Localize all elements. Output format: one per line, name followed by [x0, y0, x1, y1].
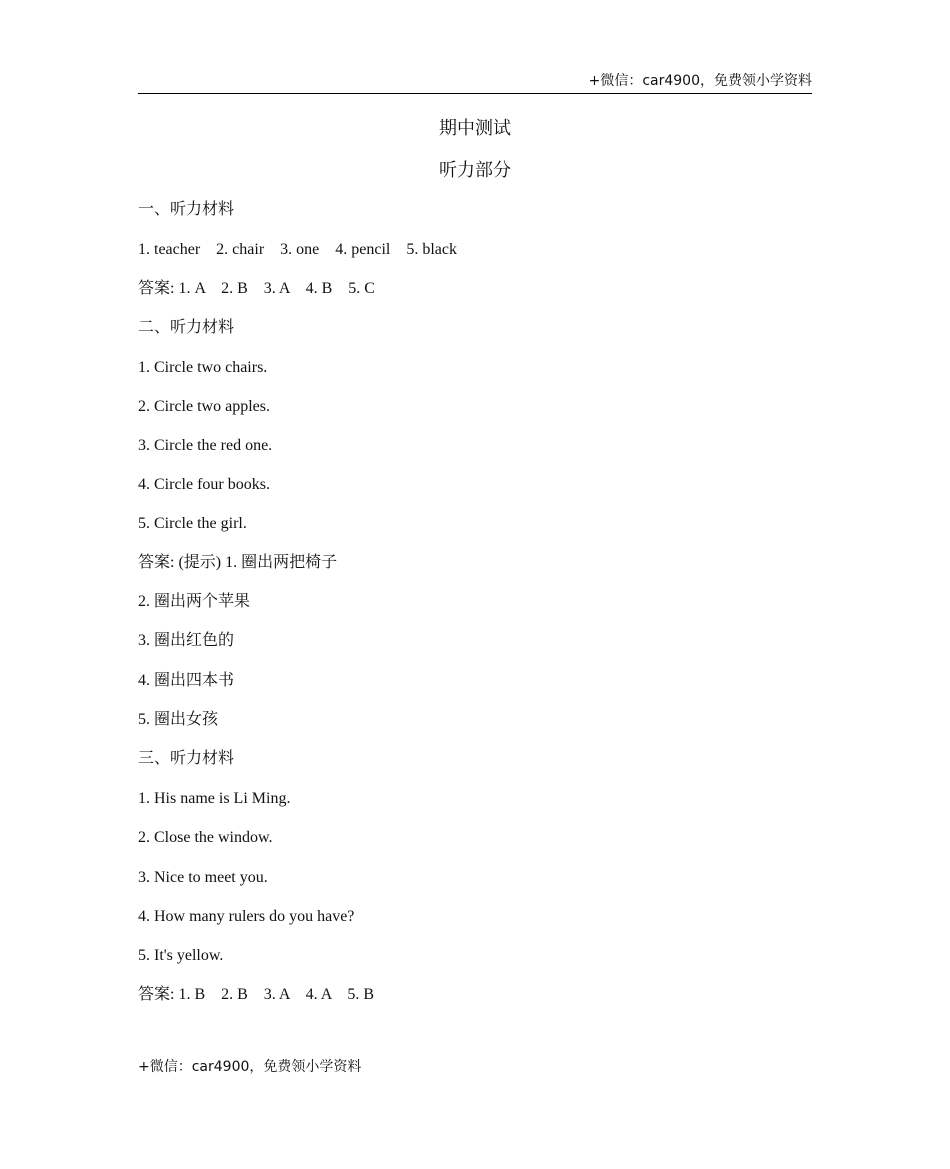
section-heading-1: 一、听力材料: [138, 201, 235, 218]
text-line: 3. Nice to meet you.: [138, 869, 268, 886]
text-line: 4. How many rulers do you have?: [138, 908, 355, 925]
text-line: 4. 圈出四本书: [138, 672, 235, 689]
text-line: 2. Circle two apples.: [138, 398, 270, 415]
text-line: 4. Circle four books.: [138, 476, 270, 493]
text-line: 1. Circle two chairs.: [138, 359, 268, 376]
text-line: 3. Circle the red one.: [138, 437, 273, 454]
answer-line: 答案: (提示) 1. 圈出两把椅子: [138, 554, 338, 571]
text-line: 2. 圈出两个苹果: [138, 593, 251, 610]
page-footer: +微信：car4900，免费领小学资料: [138, 1059, 362, 1075]
document-title: 期中测试: [439, 118, 511, 138]
page-header: +微信：car4900，免费领小学资料: [138, 70, 812, 94]
text-line: 5. 圈出女孩: [138, 711, 219, 728]
text-line: 1. His name is Li Ming.: [138, 790, 291, 807]
answer-line: 答案: 1. A 2. B 3. A 4. B 5. C: [138, 280, 375, 297]
section-heading-3: 三、听力材料: [138, 750, 235, 767]
document-subtitle: 听力部分: [439, 160, 511, 180]
text-line: 5. Circle the girl.: [138, 515, 247, 532]
answer-line: 答案: 1. B 2. B 3. A 4. A 5. B: [138, 986, 375, 1003]
text-line: 1. teacher 2. chair 3. one 4. pencil 5. black: [138, 241, 457, 258]
section-heading-2: 二、听力材料: [138, 319, 235, 336]
text-line: 5. It's yellow.: [138, 947, 224, 964]
text-line: 3. 圈出红色的: [138, 632, 235, 649]
text-line: 2. Close the window.: [138, 829, 273, 846]
